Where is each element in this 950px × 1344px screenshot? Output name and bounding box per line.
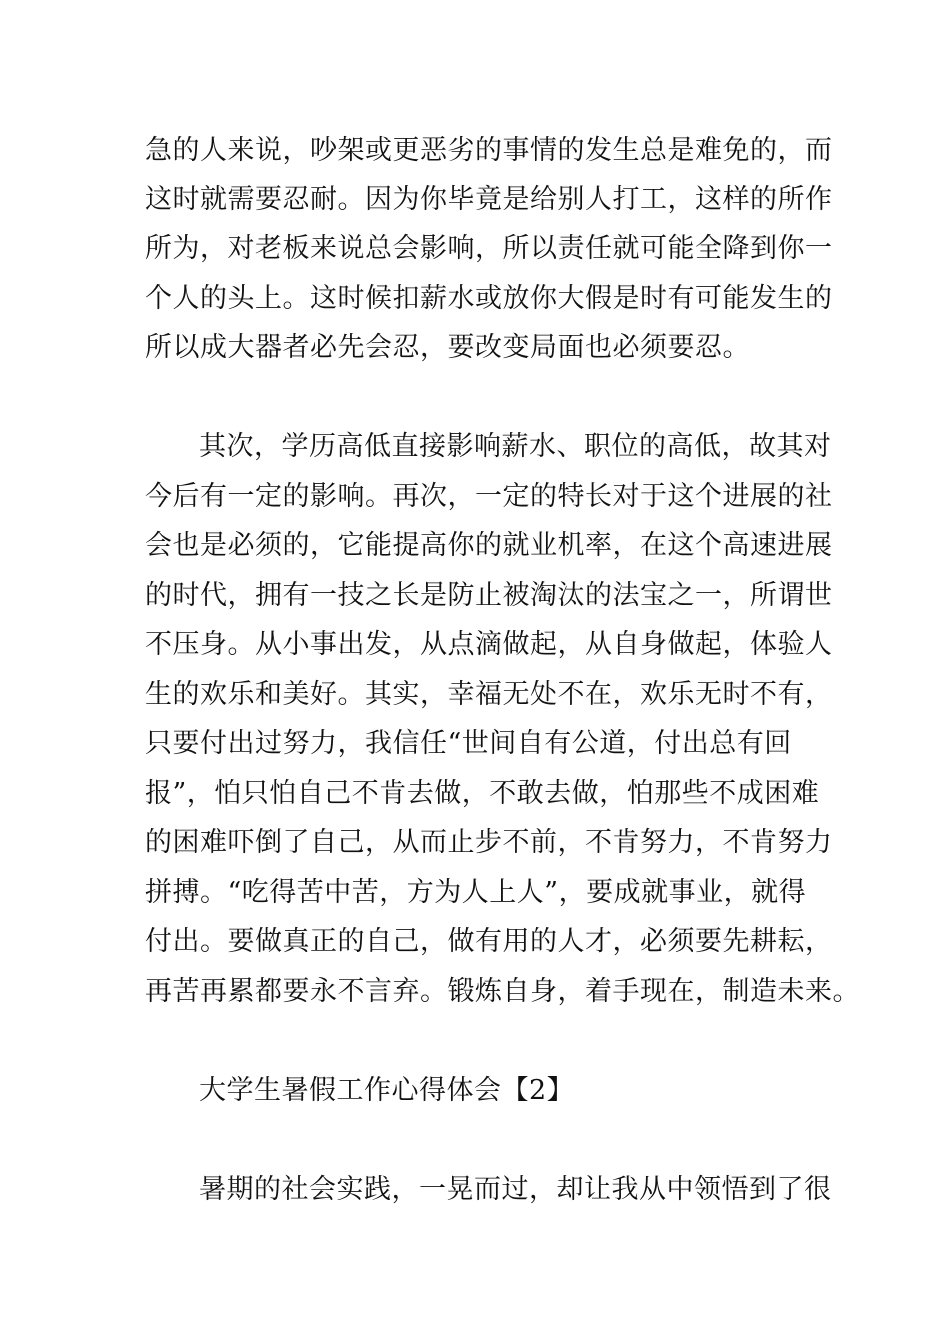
paragraph-line: 所以成大器者必先会忍，要改变局面也必须要忍。	[145, 332, 750, 363]
paragraph-line: 拼搏。“吃得苦中苦，方为人上人”，要成就事业，就得	[145, 877, 807, 908]
paragraph-line: 个人的头上。这时候扣薪水或放你大假是时有可能发生的	[145, 283, 833, 314]
section-heading: 大学生暑假工作心得体会【2】	[199, 1075, 575, 1106]
paragraph-line: 其次，学历高低直接影响薪水、职位的高低，故其对	[199, 431, 832, 462]
paragraph-line: 不压身。从小事出发，从点滴做起，从自身做起，体验人	[145, 629, 833, 660]
paragraph-line: 付出。要做真正的自己，做有用的人才，必须要先耕耘，	[145, 926, 833, 957]
paragraph-line: 的困难吓倒了自己，从而止步不前，不肯努力，不肯努力	[145, 827, 833, 858]
paragraph-line: 只要付出过努力，我信任“世间自有公道，付出总有回	[145, 728, 792, 759]
paragraph-line: 今后有一定的影响。再次，一定的特长对于这个进展的社	[145, 481, 833, 512]
paragraph-line: 这时就需要忍耐。因为你毕竟是给别人打工，这样的所作	[145, 184, 833, 215]
paragraph-line: 生的欢乐和美好。其实，幸福无处不在，欢乐无时不有，	[145, 679, 833, 710]
paragraph-line: 所为，对老板来说总会影响，所以责任就可能全降到你一	[145, 233, 833, 264]
paragraph-line: 急的人来说，吵架或更恶劣的事情的发生总是难免的，而	[145, 135, 833, 166]
paragraph-line: 再苦再累都要永不言弃。锻炼自身，着手现在，制造未来。	[145, 976, 860, 1007]
paragraph-line: 报”，怕只怕自己不肯去做，不敢去做，怕那些不成困难	[145, 778, 820, 809]
paragraph-line: 的时代，拥有一技之长是防止被淘汰的法宝之一，所谓世	[145, 580, 833, 611]
paragraph-line: 暑期的社会实践，一晃而过，却让我从中领悟到了很	[199, 1174, 832, 1205]
paragraph-line: 会也是必须的，它能提高你的就业机率，在这个高速进展	[145, 530, 833, 561]
